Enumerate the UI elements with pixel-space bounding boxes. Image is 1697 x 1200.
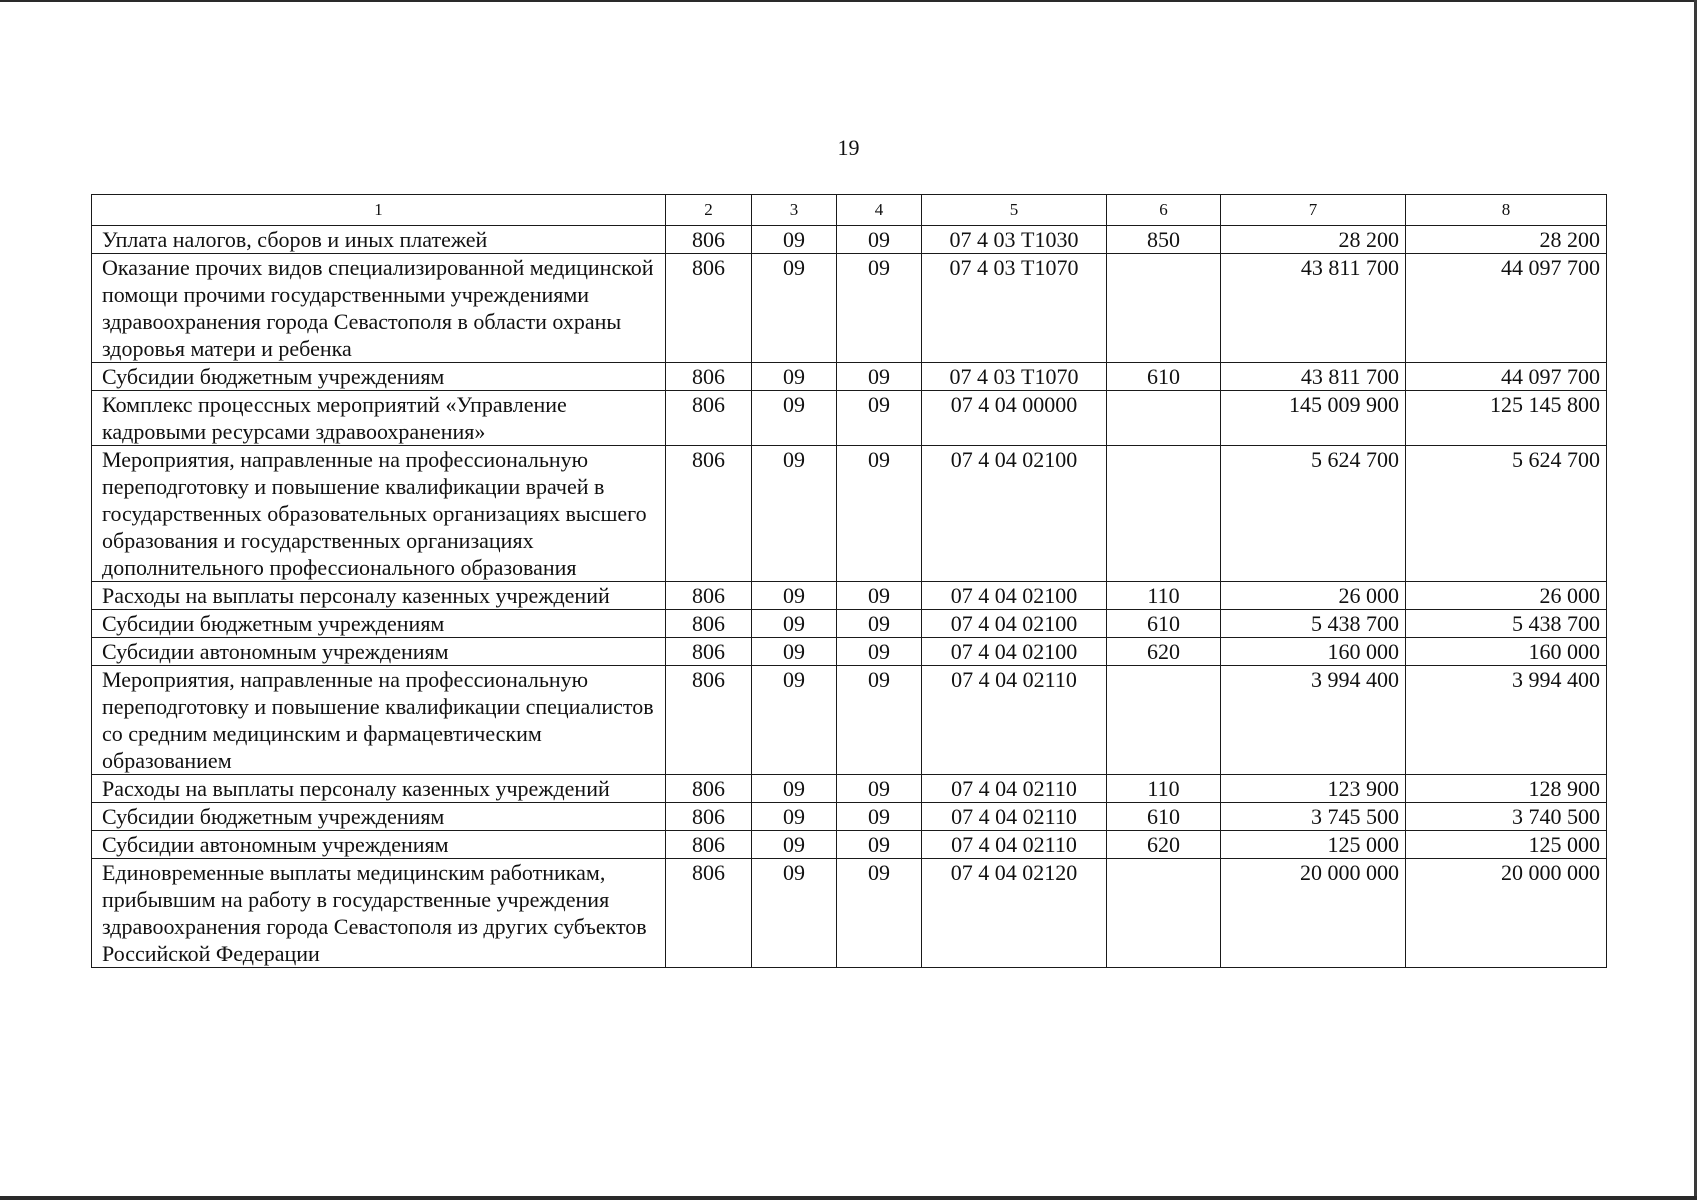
row-amount-col7: 3 745 500: [1221, 803, 1406, 831]
row-name: Субсидии бюджетным учреждениям: [92, 803, 666, 831]
row-amount-col8: 28 200: [1406, 226, 1607, 254]
row-ministry-code: 806: [666, 859, 752, 968]
row-amount-col8: 125 000: [1406, 831, 1607, 859]
page-number: 19: [837, 135, 860, 160]
row-amount-col7: 125 000: [1221, 831, 1406, 859]
table-row: [92, 803, 1607, 831]
row-ministry-code: 806: [666, 803, 752, 831]
header-col-3: 3: [752, 195, 837, 226]
row-subsection: 09: [837, 391, 922, 446]
row-section: 09: [752, 638, 837, 666]
row-target-article: 07 4 04 02120: [922, 859, 1107, 968]
row-amount-col7: 123 900: [1221, 775, 1406, 803]
row-amount-col8: 3 740 500: [1406, 803, 1607, 831]
row-ministry-code: 806: [666, 666, 752, 775]
row-amount-col7: 26 000: [1221, 582, 1406, 610]
header-col-8: 8: [1406, 195, 1607, 226]
row-ministry-code: 806: [666, 363, 752, 391]
row-amount-col7: 43 811 700: [1221, 363, 1406, 391]
row-subsection: 09: [837, 254, 922, 363]
row-target-article: 07 4 04 00000: [922, 391, 1107, 446]
row-section: 09: [752, 666, 837, 775]
row-section: 09: [752, 582, 837, 610]
row-name: Субсидии бюджетным учреждениям: [92, 610, 666, 638]
row-amount-col8: 44 097 700: [1406, 254, 1607, 363]
row-section: 09: [752, 363, 837, 391]
scan-edge-top: [0, 0, 1697, 2]
row-expense-type: 610: [1107, 610, 1221, 638]
row-section: 09: [752, 775, 837, 803]
row-amount-col7: 20 000 000: [1221, 859, 1406, 968]
row-amount-col8: 5 438 700: [1406, 610, 1607, 638]
row-subsection: 09: [837, 446, 922, 582]
table-row: [92, 775, 1607, 803]
row-expense-type: 110: [1107, 775, 1221, 803]
table-row: [92, 254, 1607, 363]
row-amount-col8: 3 994 400: [1406, 666, 1607, 775]
row-name: Расходы на выплаты персоналу казенных учреждений: [92, 775, 666, 803]
row-subsection: 09: [837, 582, 922, 610]
row-name: Оказание прочих видов специализированной медицинской помощи прочими государственными учреждениями здравоохранения города Севастополя в области охраны здоровья матери и ребенка: [92, 254, 666, 363]
row-amount-col8: 20 000 000: [1406, 859, 1607, 968]
row-name: Мероприятия, направленные на профессиональную переподготовку и повышение квалификации врачей в государственных образовательных организациях высшего образования и государственных организациях дополнительного профессионального образования: [92, 446, 666, 582]
row-name: Уплата налогов, сборов и иных платежей: [92, 226, 666, 254]
table-header: [92, 195, 1607, 226]
row-name: Единовременные выплаты медицинским работникам, прибывшим на работу в государственные учреждения здравоохранения города Севастополя из других субъектов Российской Федерации: [92, 859, 666, 968]
row-ministry-code: 806: [666, 226, 752, 254]
table-row: [92, 666, 1607, 775]
row-subsection: 09: [837, 666, 922, 775]
table-body: [92, 226, 1607, 968]
row-amount-col8: 5 624 700: [1406, 446, 1607, 582]
header-col-6: 6: [1107, 195, 1221, 226]
row-target-article: 07 4 04 02110: [922, 831, 1107, 859]
row-subsection: 09: [837, 610, 922, 638]
row-amount-col7: 145 009 900: [1221, 391, 1406, 446]
row-target-article: 07 4 03 Т1030: [922, 226, 1107, 254]
row-section: 09: [752, 446, 837, 582]
header-col-4: 4: [837, 195, 922, 226]
row-target-article: 07 4 04 02100: [922, 610, 1107, 638]
row-subsection: 09: [837, 226, 922, 254]
row-expense-type: 610: [1107, 803, 1221, 831]
row-amount-col8: 125 145 800: [1406, 391, 1607, 446]
scan-edge-bottom: [0, 1196, 1697, 1200]
table-row: [92, 391, 1607, 446]
budget-table: [91, 194, 1607, 968]
row-name: Комплекс процессных мероприятий «Управление кадровыми ресурсами здравоохранения»: [92, 391, 666, 446]
row-expense-type: 850: [1107, 226, 1221, 254]
row-amount-col7: 43 811 700: [1221, 254, 1406, 363]
row-section: 09: [752, 226, 837, 254]
row-name: Субсидии бюджетным учреждениям: [92, 363, 666, 391]
row-name: Мероприятия, направленные на профессиональную переподготовку и повышение квалификации специалистов со средним медицинским и фармацевтическим образованием: [92, 666, 666, 775]
row-amount-col8: 128 900: [1406, 775, 1607, 803]
row-target-article: 07 4 04 02110: [922, 666, 1107, 775]
row-target-article: 07 4 03 Т1070: [922, 254, 1107, 363]
table-row: [92, 859, 1607, 968]
row-subsection: 09: [837, 803, 922, 831]
header-col-1: 1: [92, 195, 666, 226]
row-target-article: 07 4 04 02100: [922, 446, 1107, 582]
row-ministry-code: 806: [666, 775, 752, 803]
row-section: 09: [752, 610, 837, 638]
table-row: [92, 638, 1607, 666]
row-ministry-code: 806: [666, 638, 752, 666]
table-row: [92, 831, 1607, 859]
row-section: 09: [752, 803, 837, 831]
row-expense-type: [1107, 859, 1221, 968]
row-amount-col7: 160 000: [1221, 638, 1406, 666]
row-amount-col8: 44 097 700: [1406, 363, 1607, 391]
row-section: 09: [752, 831, 837, 859]
row-amount-col7: 3 994 400: [1221, 666, 1406, 775]
row-ministry-code: 806: [666, 582, 752, 610]
row-ministry-code: 806: [666, 610, 752, 638]
row-ministry-code: 806: [666, 831, 752, 859]
row-target-article: 07 4 04 02100: [922, 582, 1107, 610]
row-section: 09: [752, 254, 837, 363]
header-row: [92, 195, 1607, 226]
table-row: [92, 582, 1607, 610]
row-target-article: 07 4 04 02110: [922, 775, 1107, 803]
row-ministry-code: 806: [666, 391, 752, 446]
row-expense-type: [1107, 446, 1221, 582]
row-target-article: 07 4 04 02100: [922, 638, 1107, 666]
table-row: [92, 363, 1607, 391]
row-expense-type: [1107, 666, 1221, 775]
row-subsection: 09: [837, 775, 922, 803]
row-expense-type: 110: [1107, 582, 1221, 610]
row-subsection: 09: [837, 859, 922, 968]
header-col-5: 5: [922, 195, 1107, 226]
row-target-article: 07 4 04 02110: [922, 803, 1107, 831]
row-amount-col8: 26 000: [1406, 582, 1607, 610]
row-amount-col8: 160 000: [1406, 638, 1607, 666]
header-col-2: 2: [666, 195, 752, 226]
row-section: 09: [752, 859, 837, 968]
header-col-7: 7: [1221, 195, 1406, 226]
table-row: [92, 610, 1607, 638]
table-row: [92, 226, 1607, 254]
table-row: [92, 446, 1607, 582]
row-subsection: 09: [837, 638, 922, 666]
row-section: 09: [752, 391, 837, 446]
row-amount-col7: 28 200: [1221, 226, 1406, 254]
row-name: Субсидии автономным учреждениям: [92, 638, 666, 666]
row-subsection: 09: [837, 831, 922, 859]
row-target-article: 07 4 03 Т1070: [922, 363, 1107, 391]
row-subsection: 09: [837, 363, 922, 391]
row-expense-type: 620: [1107, 831, 1221, 859]
row-expense-type: 610: [1107, 363, 1221, 391]
row-expense-type: [1107, 254, 1221, 363]
row-expense-type: 620: [1107, 638, 1221, 666]
row-name: Субсидии автономным учреждениям: [92, 831, 666, 859]
row-name: Расходы на выплаты персоналу казенных учреждений: [92, 582, 666, 610]
row-ministry-code: 806: [666, 254, 752, 363]
row-amount-col7: 5 438 700: [1221, 610, 1406, 638]
row-amount-col7: 5 624 700: [1221, 446, 1406, 582]
row-expense-type: [1107, 391, 1221, 446]
row-ministry-code: 806: [666, 446, 752, 582]
